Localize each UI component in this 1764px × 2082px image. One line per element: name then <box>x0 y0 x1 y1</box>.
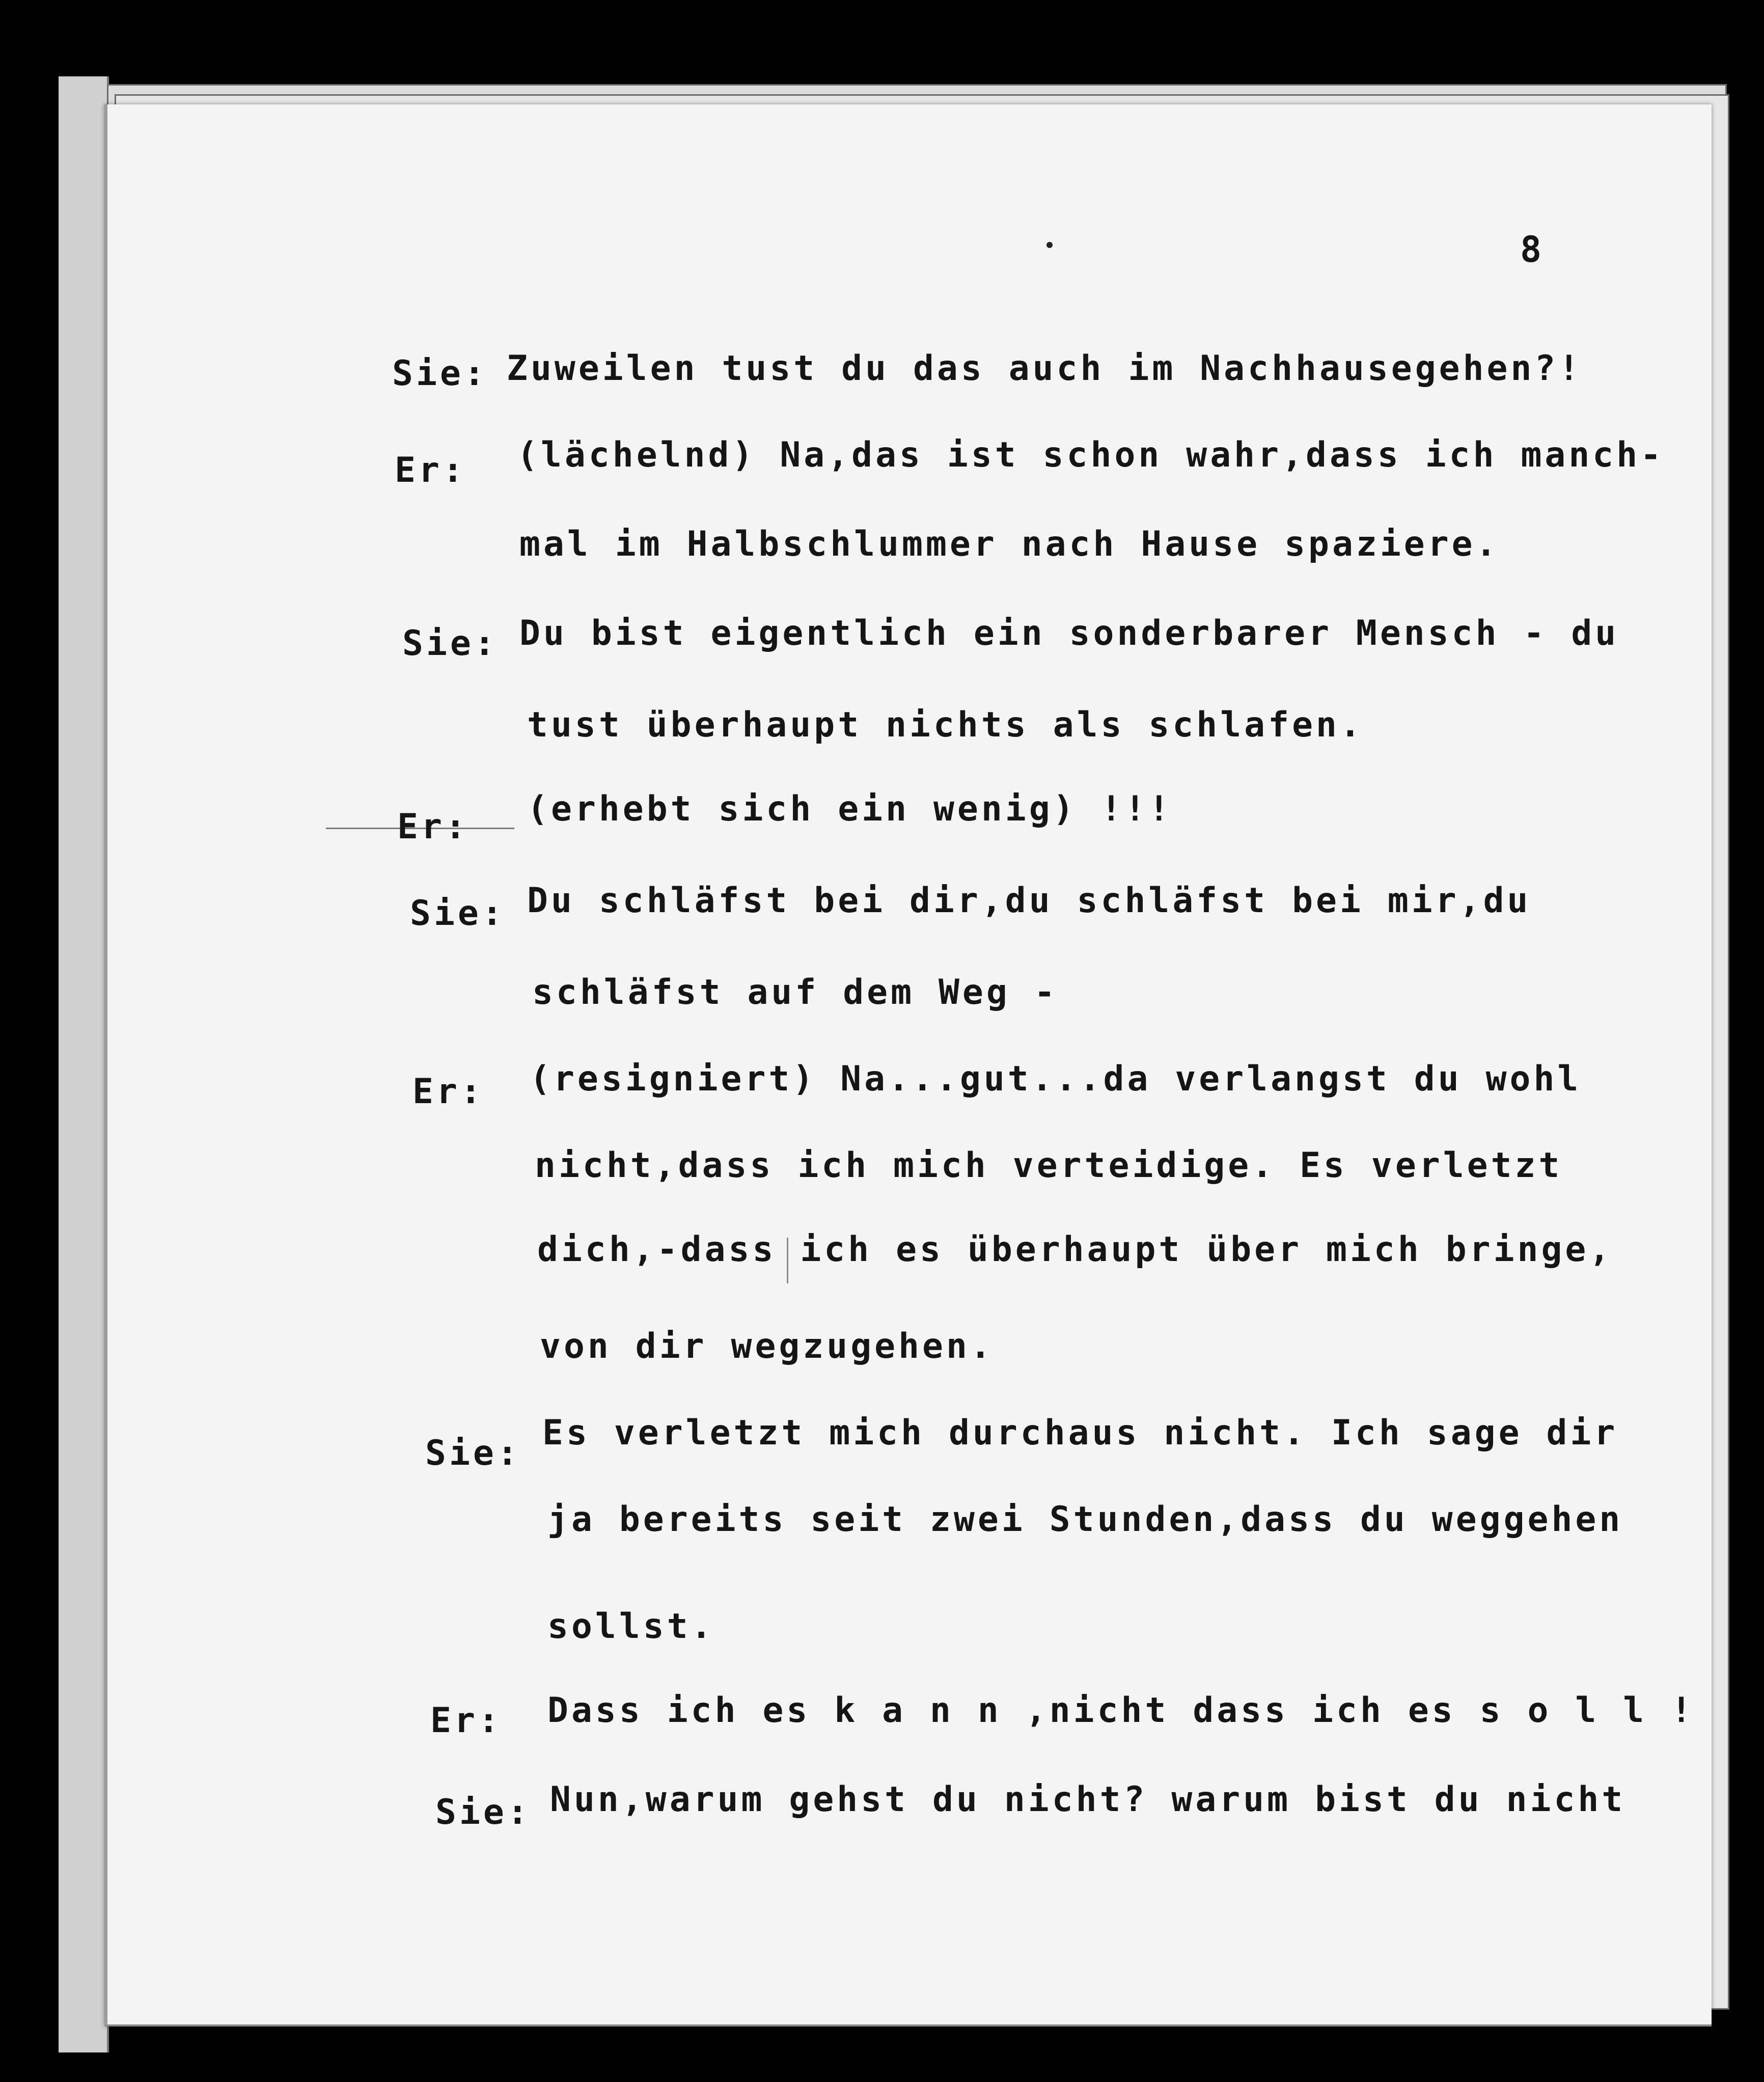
ink-dot <box>1046 242 1053 248</box>
dialogue-line: von dir wegzugehen. <box>540 1326 994 1366</box>
binding-edge <box>59 76 109 2052</box>
dialogue-line: sollst. <box>547 1606 715 1647</box>
dialogue-line: Es verletzt mich durchaus nicht. Ich sage dir <box>542 1413 1618 1453</box>
speaker-label: Sie: <box>402 623 498 664</box>
dialogue-line: ja bereits seit zwei Stunden,dass du weggehen <box>547 1499 1623 1540</box>
dialogue-line: Dass ich es k a n n ,nicht dass ich es s o l l ! <box>547 1690 1695 1731</box>
dialogue-line: (lächelnd) Na,das ist schon wahr,dass ich manch- <box>517 435 1665 475</box>
speaker-label: Er: <box>395 450 466 490</box>
dialogue-line: Du schläfst bei dir,du schläfst bei mir,du <box>527 881 1531 921</box>
dialogue-line: (resigniert) Na...gut...da verlangst du wohl <box>530 1059 1582 1099</box>
speaker-label: Er: <box>430 1701 502 1741</box>
dialogue-line: tust überhaupt nichts als schlafen. <box>527 705 1364 745</box>
speaker-label: Er: <box>412 1072 484 1112</box>
dialogue-line: Nun,warum gehst du nicht? warum bist du nicht <box>550 1779 1626 1820</box>
dialogue-line: nicht,dass ich mich verteidige. Es verletzt <box>535 1145 1563 1186</box>
speaker-label: Sie: <box>410 893 506 934</box>
page-number: 8 <box>1520 229 1545 270</box>
dialogue-line: Zuweilen tust du das auch im Nachhausegehen?! <box>507 348 1583 389</box>
dialogue-line: dich,-dass ich es überhaupt über mich bringe, <box>537 1229 1613 1270</box>
speaker-label: Er: <box>397 807 469 847</box>
dialogue-line: (erhebt sich ein wenig) !!! <box>527 789 1173 829</box>
dialogue-line: schläfst auf dem Weg - <box>532 972 1058 1012</box>
dialogue-line: mal im Halbschlummer nach Hause spaziere. <box>519 524 1500 564</box>
speaker-label: Sie: <box>425 1433 521 1473</box>
dialogue-line: Du bist eigentlich ein sonderbarer Mensch - du <box>519 613 1619 653</box>
speaker-label: Sie: <box>392 353 488 394</box>
speaker-label: Sie: <box>435 1792 531 1832</box>
